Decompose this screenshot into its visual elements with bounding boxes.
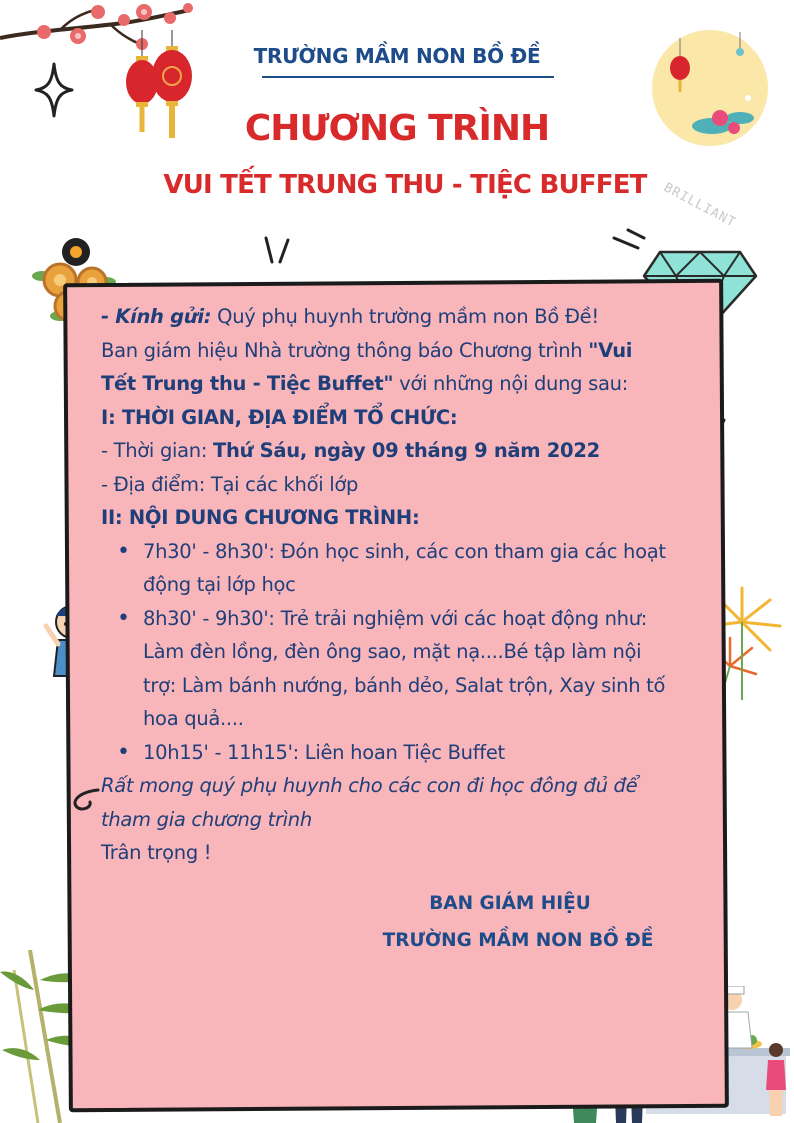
intro-line — [101, 367, 701, 401]
schedule-text: trợ: Làm bánh nướng, bánh dẻo, Salat trộn, Xay sinh tố — [143, 673, 666, 697]
swoosh-icon — [68, 786, 104, 816]
signature-title: BAN GIÁM HIỆU — [429, 893, 591, 914]
page-subtitle: VUI TẾT TRUNG THU - TIỆC BUFFET — [163, 170, 647, 200]
intro-text-b: với những nội dung sau: — [393, 372, 628, 395]
slash-marks-icon — [606, 228, 650, 268]
schedule-text: • 8h30' - 9h30': Trẻ trải nghiệm với các hoạt động như: — [143, 606, 648, 630]
slash-marks-icon — [258, 232, 298, 272]
header-divider — [262, 76, 554, 78]
closing-text: tham gia chương trình — [101, 807, 312, 831]
closing-line — [101, 769, 701, 803]
place-line: - Địa điểm: Tại các khối lớp — [101, 472, 359, 496]
closing-text: Rất mong quý phụ huynh cho các con đi học đông đủ để — [101, 774, 638, 797]
regards-line: Trân trọng ! — [101, 841, 212, 864]
section-heading-program — [101, 501, 701, 535]
closing-line — [101, 803, 701, 837]
schedule-list — [101, 535, 701, 770]
page-title: CHƯƠNG TRÌNH — [244, 108, 550, 149]
schedule-item — [101, 535, 701, 602]
brilliant-caption: BRILLIANT — [661, 180, 739, 231]
greeting-text: Quý phụ huynh trường mầm non Bồ Đề! — [211, 305, 599, 328]
intro-line — [101, 334, 701, 368]
schedule-item — [101, 602, 701, 736]
time-line — [101, 434, 701, 468]
intro-text-a: Ban giám hiệu Nhà trường thông báo Chương trình — [101, 338, 589, 362]
section-heading-text: II: NỘI DUNG CHƯƠNG TRÌNH: — [101, 506, 420, 529]
schedule-text: động tại lớp học — [143, 573, 296, 596]
greeting-label: - Kính gửi: — [101, 305, 212, 328]
time-label: - Thời gian: — [101, 439, 214, 462]
program-name-b: Tết Trung thu - Tiệc Buffet" — [101, 372, 394, 395]
schedule-text: hoa quả.... — [143, 707, 244, 730]
school-name-header: TRƯỜNG MẦM NON BỒ ĐỀ — [253, 44, 541, 68]
letter-body — [101, 300, 701, 870]
schedule-text: Làm đèn lồng, đèn ông sao, mặt nạ....Bé tập làm nội — [143, 640, 642, 663]
greeting-line — [101, 300, 701, 334]
schedule-text: • 10h15' - 11h15': Liên hoan Tiệc Buffet — [143, 740, 505, 764]
schedule-text: • 7h30' - 8h30': Đón học sinh, các con tham gia các hoạt — [143, 539, 666, 563]
time-value: Thứ Sáu, ngày 09 tháng 9 năm 2022 — [213, 439, 600, 462]
program-name-a: "Vui — [588, 338, 633, 362]
section-heading-text: I: THỜI GIAN, ĐỊA ĐIỂM TỔ CHỨC: — [101, 405, 458, 429]
signature-school: TRƯỜNG MẦM NON BỒ ĐỀ — [382, 930, 654, 951]
section-heading-time-place — [101, 401, 701, 435]
schedule-item — [101, 736, 701, 770]
